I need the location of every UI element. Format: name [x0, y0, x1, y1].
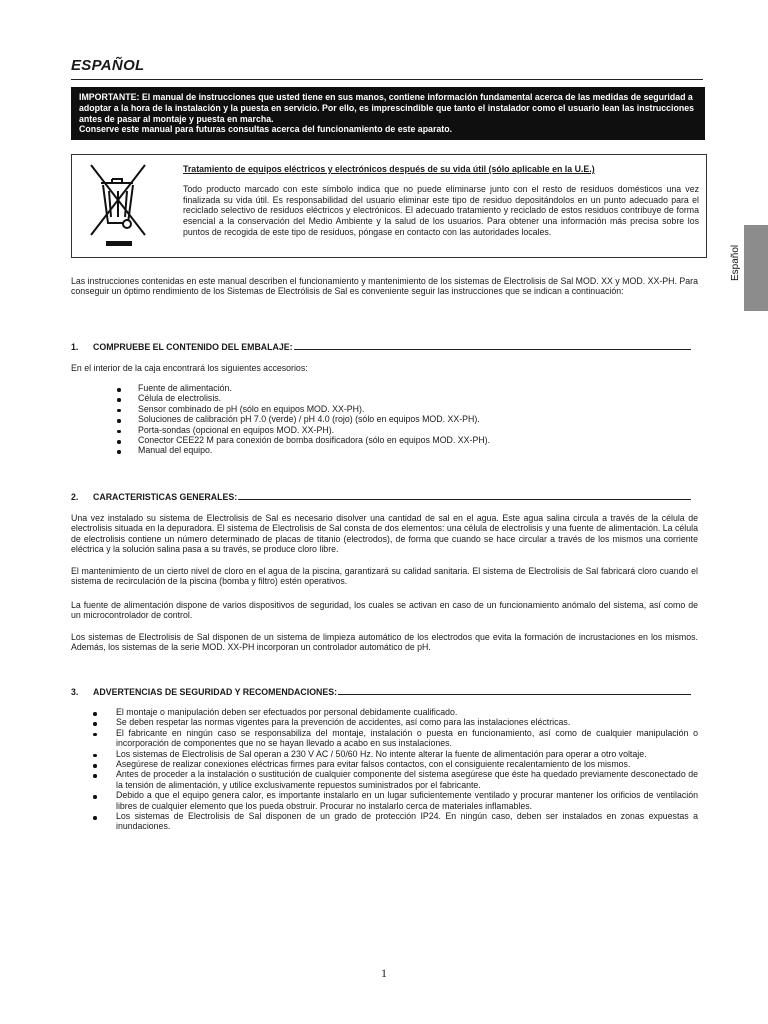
- title-row: [71, 57, 703, 80]
- section-title: COMPRUEBE EL CONTENIDO DEL EMBALAJE:: [93, 342, 293, 352]
- list-item: Asegúrese de realizar conexiones eléctricas firmes para evitar falsos contactos, con el consiguiente recalentamiento de los mismos.: [71, 759, 698, 769]
- list-item: Debido a que el equipo genera calor, es importante instalarlo en un lugar suficientemente ventilado y procurar mantener los orificios de ventilación libres de cualquier elemento que los pueda obstruir. Procurar no instalarlo cerca de materiales inflamables.: [71, 790, 698, 811]
- accessories-list: [71, 383, 490, 456]
- heading-rule: [238, 499, 691, 500]
- list-item: Conector CEE22 M para conexión de bomba dosificadora (sólo en equipos MOD. XX-PH).: [71, 435, 490, 445]
- list-item: Porta-sondas (opcional en equipos MOD. XX-PH).: [71, 425, 490, 435]
- list-item: El montaje o manipulación deben ser efectuados por personal debidamente cualificado.: [71, 707, 698, 717]
- language-side-label: Español: [730, 244, 741, 281]
- language-side-tab: [744, 225, 768, 311]
- section2-paragraph: El mantenimiento de un cierto nivel de cloro en el agua de la piscina, garantizará su calidad sanitaria. El sistema de Electrolisis de Sal fabricará cloro cuando el sistema de recirculación de la piscina (bomba y filtro) estén operativos.: [71, 566, 698, 587]
- list-item: Antes de proceder a la instalación o sustitución de cualquier componente del sistema asegúrese que éste ha quedado previamente desconectado de la tensión de alimentación, y utilice exclusivamente repuestos suministrados por el fabricante.: [71, 769, 698, 790]
- page-number: 1: [381, 966, 387, 980]
- list-item: El fabricante en ningún caso se responsabiliza del montaje, instalación o puesta en funcionamiento, así como de cualquier manipulación o incorporación de componentes que no se hayan llevado a acabo en sus instalaciones.: [71, 728, 698, 749]
- safety-warnings-list: [71, 707, 698, 832]
- section2-paragraph: Una vez instalado su sistema de Electrolisis de Sal es necesario disolver una cantidad de sal en el agua. Este agua salina circula a través de la célula de electrolisis situada en la depuradora. El sistema de Electrolisis de Sal consta de dos elementos: una célula de electrolisis y una fuente de alimentación. La célula de electrolisis contiene un número determinado de placas de titanio (electrodos), de forma que cuando se hace circular a través de los mismos una corriente eléctrica y la solución salina pasa a su través, se produce cloro libre.: [71, 513, 698, 555]
- list-item: Se deben respetar las normas vigentes para la prevención de accidentes, así como para las instalaciones eléctricas.: [71, 717, 698, 727]
- section1-lead: En el interior de la caja encontrará los siguientes accesorios:: [71, 363, 308, 373]
- section-number: 1.: [71, 342, 79, 352]
- list-item: Sensor combinado de pH (sólo en equipos MOD. XX-PH).: [71, 404, 490, 414]
- section2-paragraph: Los sistemas de Electrolisis de Sal disponen de un sistema de limpieza automático de los electrodos que evita la formación de incrustaciones en los mismos. Además, los sistemas de la serie MOD. XX-PH incorporan un controlador automático de pH.: [71, 632, 698, 653]
- section-heading-3: [71, 685, 691, 697]
- important-text: Conserve este manual para futuras consultas acerca del funcionamiento de este aparato.: [79, 124, 453, 135]
- list-item: Los sistemas de Electrolisis de Sal disponen de un grado de protección IP24. En ningún caso, deben ser instalados en zonas expuestas a inundaciones.: [71, 811, 698, 832]
- list-item: Manual del equipo.: [71, 445, 490, 455]
- list-item: Fuente de alimentación.: [71, 383, 490, 393]
- weee-notice-box: [71, 154, 707, 258]
- important-text: IMPORTANTE: El manual de instrucciones que usted tiene en sus manos, contiene información fundamental acerca de las medidas de seguridad a adoptar a la hora de la instalación y la puesta en servicio. Por ello, es imprescindible que tanto el instalador como el usuario lean las instrucciones antes de pasar al montaje y puesta en marcha.: [79, 92, 694, 124]
- heading-rule: [294, 349, 691, 350]
- section-heading-2: [71, 490, 691, 502]
- weee-text: [183, 164, 699, 238]
- list-item: Los sistemas de Electrolisis de Sal operan a 230 V AC / 50/60 Hz. No intente alterar la fuente de alimentación para operar a otro voltaje.: [71, 749, 698, 759]
- important-notice: [71, 87, 705, 140]
- section-title: ADVERTENCIAS DE SEGURIDAD Y RECOMENDACIONES:: [93, 687, 338, 697]
- heading-rule: [338, 694, 691, 695]
- page-title: ESPAÑOL: [71, 57, 145, 74]
- section-title: CARACTERISTICAS GENERALES:: [93, 492, 238, 502]
- crossed-out-wheelie-bin-icon: [87, 161, 149, 249]
- section-number: 2.: [71, 492, 79, 502]
- list-item: Soluciones de calibración pH 7.0 (verde) / pH 4.0 (rojo) (sólo en equipos MOD. XX-PH).: [71, 414, 490, 424]
- list-item: Célula de electrolisis.: [71, 393, 490, 403]
- section-heading-1: [71, 340, 691, 352]
- intro-paragraph: Las instrucciones contenidas en este manual describen el funcionamiento y mantenimiento de los sistemas de Electrolisis de Sal MOD. XX y MOD. XX-PH. Para conseguir un óptimo rendimiento de los Sistemas de Electrólisis de Sal es conveniente seguir las instrucciones que se indican a continuación:: [71, 276, 698, 297]
- weee-body: Todo producto marcado con este símbolo indica que no puede eliminarse junto con el resto de residuos domésticos una vez finalizada su vida útil. Es responsabilidad del usuario eliminar este tipo de residuo depositándolos en un punto adecuado para el reciclado selectivo de residuos eléctricos y electrónicos. El adecuado tratamiento y reciclado de estos residuos contribuye de forma esencial a la conservación del Medio Ambiente y la salud de los usuarios. Para obtener una información más precisa sobre los puntos de recogida de este tipo de residuos, póngase en contacto con las autoridades locales.: [183, 183, 699, 237]
- weee-heading: Tratamiento de equipos eléctricos y electrónicos después de su vida útil (sólo aplicable en la U.E.): [183, 164, 595, 174]
- section-number: 3.: [71, 687, 79, 697]
- section2-paragraph: La fuente de alimentación dispone de varios dispositivos de seguridad, los cuales se activan en caso de un funcionamiento anómalo del sistema, así como de un microcontrolador de control.: [71, 600, 698, 621]
